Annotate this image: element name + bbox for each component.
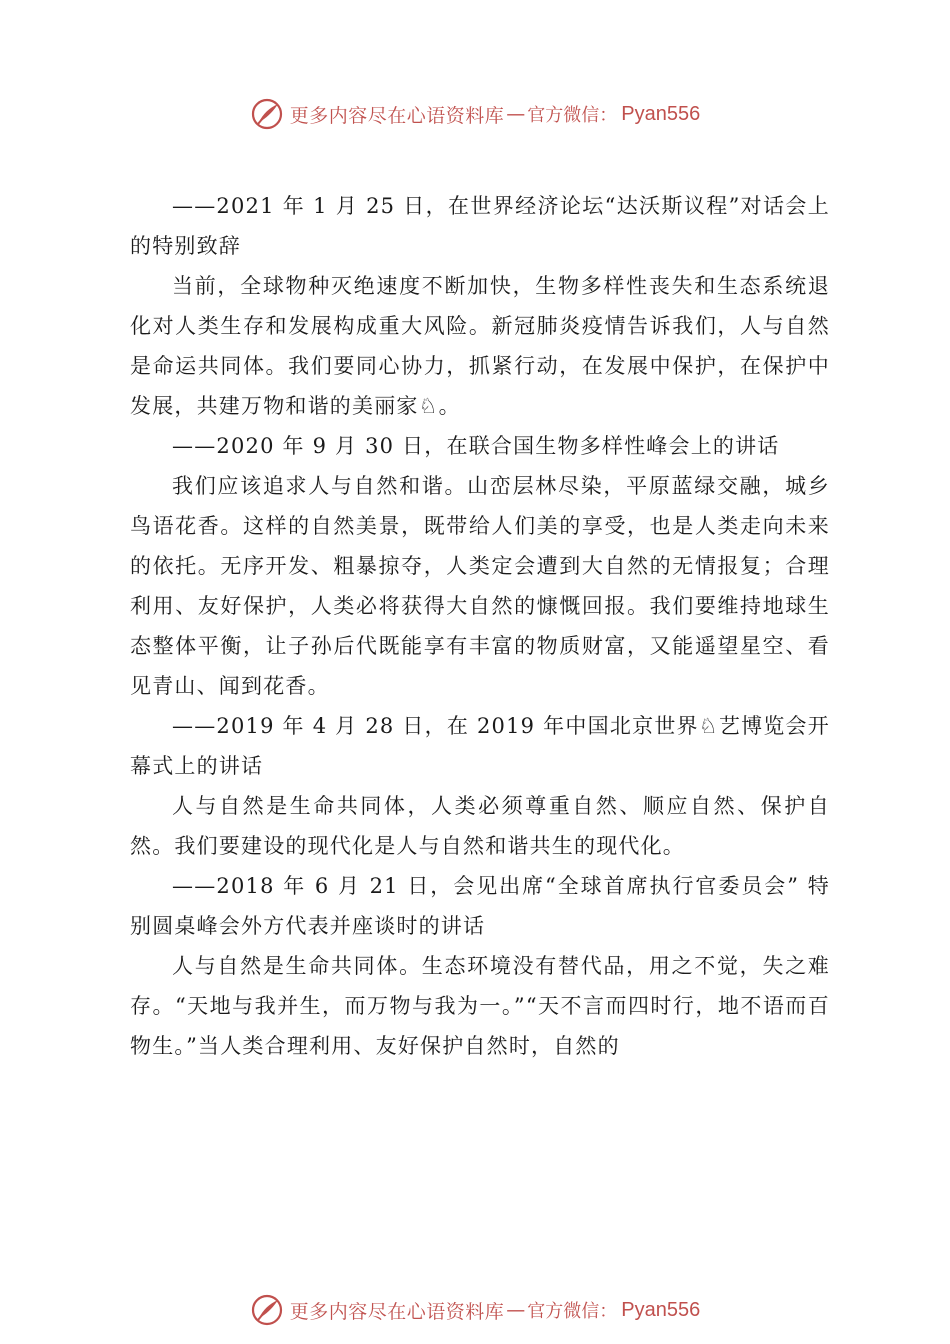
quill-logo-icon <box>250 1293 284 1327</box>
source-line: ——2021 年 1 月 25 日，在世界经济论坛“达沃斯议程”对话会上的特别致辞 <box>130 194 830 258</box>
body-paragraph: 我们应该追求人与自然和谐。山峦层林尽染，平原蓝绿交融，城乡鸟语花香。这样的自然美景，既带给人们美的享受，也是人类走向未来的依托。无序开发、粗暴掠夺，人类定会遭到大自然的无情报复；合理利用、友好保护，人类必将获得大自然的慷慨回报。我们要维持地球生态整体平衡，让子孙后代既能享有丰富的物质财富，又能遥望星空、看见青山、闻到花香。 <box>130 474 830 698</box>
banner-text: 更多内容尽在心语资料库 <box>289 104 505 127</box>
document-body <box>130 186 830 1066</box>
banner-wechat-id: Pyan556 <box>621 102 701 125</box>
body-paragraph: 人与自然是生命共同体，人类必须尊重自然、顺应自然、保护自然。我们要建设的现代化是人与自然和谐共生的现代化。 <box>130 794 830 858</box>
banner-label: 官方微信： <box>527 1301 618 1322</box>
source-line: ——2018 年 6 月 21 日，会见出席“全球首席执行官委员会” 特别圆桌峰会外方代表并座谈时的讲话 <box>130 874 830 938</box>
source-line: ——2019 年 4 月 28 日，在 2019 年中国北京世界♘艺博览会开幕式上的讲话 <box>130 714 830 778</box>
banner-separator: — <box>506 103 526 125</box>
banner-label: 官方微信： <box>527 105 618 126</box>
body-paragraph: 当前，全球物种灭绝速度不断加快，生物多样性丧失和生态系统退化对人类生存和发展构成重大风险。新冠肺炎疫情告诉我们，人与自然是命运共同体。我们要同心协力，抓紧行动，在发展中保护，在保护中发展，共建万物和谐的美丽家♘。 <box>130 274 830 418</box>
quill-logo-icon <box>250 97 284 131</box>
source-line: ——2020 年 9 月 30 日，在联合国生物多样性峰会上的讲话 <box>172 434 780 458</box>
body-paragraph: 人与自然是生命共同体。生态环境没有替代品，用之不觉，失之难存。“天地与我并生，而万物与我为一。”“天不言而四时行，地不语而百物生。”当人类合理利用、友好保护自然时，自然的 <box>130 954 830 1058</box>
banner-text: 更多内容尽在心语资料库 <box>289 1300 505 1323</box>
footer-banner <box>0 1290 950 1330</box>
banner-wechat-id: Pyan556 <box>621 1298 701 1321</box>
header-banner <box>0 94 950 134</box>
banner-separator: — <box>506 1299 526 1321</box>
